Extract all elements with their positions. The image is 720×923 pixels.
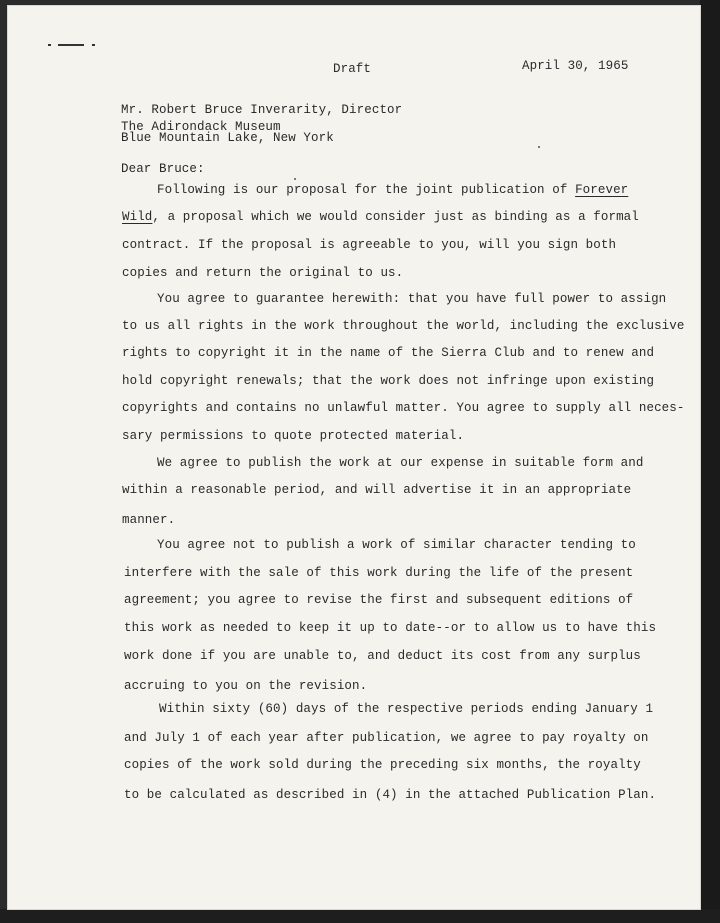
scan-right-edge	[700, 0, 720, 923]
address-line: Blue Mountain Lake, New York	[121, 131, 334, 145]
paragraph-line: copyrights and contains no unlawful matter. You agree to supply all neces-	[122, 401, 685, 415]
paragraph-line: interfere with the sale of this work during the life of the present	[124, 566, 634, 580]
paragraph-line: hold copyright renewals; that the work does not infringe upon existing	[122, 374, 655, 388]
paragraph-line: copies of the work sold during the preceding six months, the royalty	[124, 758, 641, 772]
paragraph-line: You agree to guarantee herewith: that you have full power to assign	[157, 292, 667, 306]
paragraph-line: copies and return the original to us.	[122, 266, 404, 280]
paragraph-line: Following is our proposal for the joint publication of Forever	[157, 183, 629, 197]
stray-dot	[538, 146, 540, 148]
paragraph-line: to be calculated as described in (4) in the attached Publication Plan.	[124, 788, 657, 802]
book-title: Forever	[575, 183, 629, 197]
paragraph-line: this work as needed to keep it up to date--or to allow us to have this	[124, 621, 657, 635]
paragraph-line: We agree to publish the work at our expense in suitable form and	[157, 456, 644, 470]
book-title: Wild	[122, 210, 153, 224]
corner-mark	[48, 44, 96, 47]
paragraph-line: sary permissions to quote protected material.	[122, 429, 465, 443]
paragraph-line: and July 1 of each year after publication, we agree to pay royalty on	[124, 731, 649, 745]
address-line: Mr. Robert Bruce Inverarity, Director	[121, 103, 403, 117]
paragraph-line: agreement; you agree to revise the first and subsequent editions of	[124, 593, 634, 607]
paragraph-line: work done if you are unable to, and deduct its cost from any surplus	[124, 649, 641, 663]
paragraph-line: to us all rights in the work throughout the world, including the exclusive	[122, 319, 685, 333]
paragraph-line: within a reasonable period, and will advertise it in an appropriate	[122, 483, 632, 497]
stray-dot	[294, 178, 296, 180]
letter-date: April 30, 1965	[522, 59, 629, 73]
paragraph-line: Within sixty (60) days of the respective periods ending January 1	[159, 702, 654, 716]
salutation: Dear Bruce:	[121, 162, 205, 176]
paragraph-line: accruing to you on the revision.	[124, 679, 368, 693]
paragraph-line: Wild, a proposal which we would consider just as binding as a formal	[122, 210, 639, 224]
paragraph-line: rights to copyright it in the name of the Sierra Club and to renew and	[122, 346, 655, 360]
paragraph-line: manner.	[122, 513, 176, 527]
paragraph-line: contract. If the proposal is agreeable to you, will you sign both	[122, 238, 617, 252]
paragraph-line: You agree not to publish a work of similar character tending to	[157, 538, 636, 552]
scan-bottom-edge	[0, 909, 720, 923]
draft-label: Draft	[333, 62, 372, 76]
address-line: The Adirondack Museum	[121, 120, 281, 134]
